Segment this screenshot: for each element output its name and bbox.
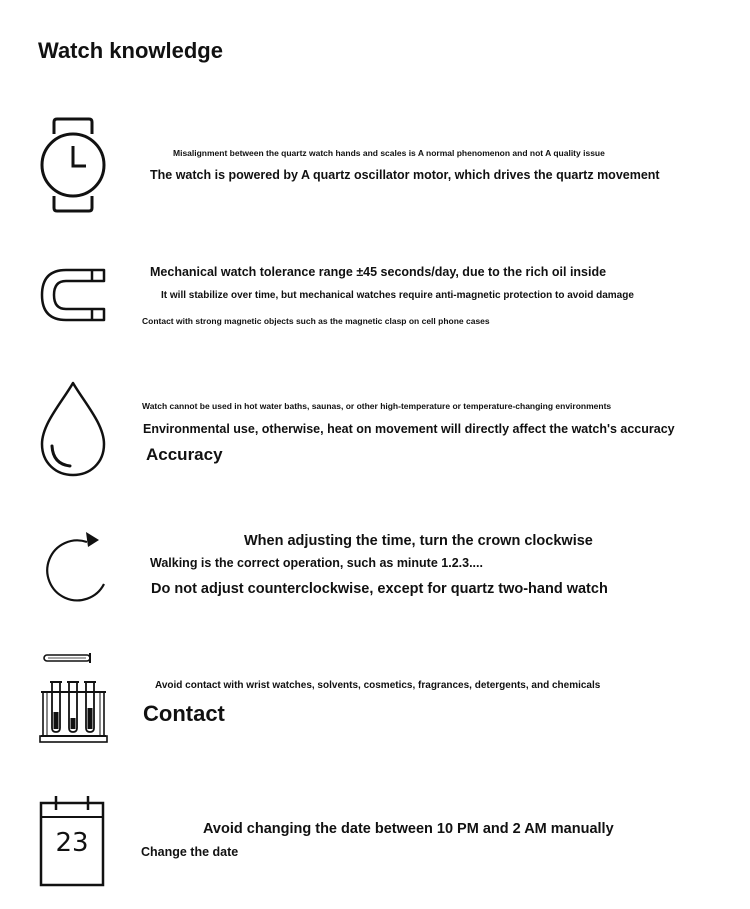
date-change-warning-text: Avoid changing the date between 10 PM and 2 AM manually [203,821,614,837]
hot-water-warning-text: Watch cannot be used in hot water baths, saunas, or other high-temperature or temperature-changing environments [142,401,612,411]
anti-magnetic-text: It will stabilize over time, but mechanical watches require anti-magnetic protection to avoid damage [161,290,634,301]
heat-effect-text: Environmental use, otherwise, heat on movement will directly affect the watch's accuracy [143,422,675,436]
magnet-icon [38,264,108,326]
calendar-icon [38,794,106,888]
avoid-chemicals-text: Avoid contact with wrist watches, solvents, cosmetics, fragrances, detergents, and chemicals [155,680,601,691]
watch-note-quartz-motor: The watch is powered by A quartz oscillator motor, which drives the quartz movement [150,168,660,182]
change-date-label: Change the date [141,845,239,859]
calendar-day-number: 23 [55,828,89,858]
watch-icon [38,116,108,214]
contact-label: Contact [143,701,225,726]
watch-note-misalignment: Misalignment between the quartz watch hands and scales is A normal phenomenon and not A quality issue [173,148,605,158]
accuracy-label: Accuracy [146,445,223,464]
magnetic-objects-text: Contact with strong magnetic objects such as the magnetic clasp on cell phone cases [142,316,490,326]
mechanical-tolerance-text: Mechanical watch tolerance range ±45 seconds/day, due to the rich oil inside [150,265,607,279]
water-drop-icon [38,380,110,480]
clockwise-arrow-icon [38,528,110,608]
page-title: Watch knowledge [38,38,223,63]
test-tubes-icon [38,650,110,746]
counterclockwise-warning-text: Do not adjust counterclockwise, except for quartz two-hand watch [151,581,608,597]
crown-clockwise-text: When adjusting the time, turn the crown clockwise [244,533,593,549]
correct-operation-text: Walking is the correct operation, such as minute 1.2.3.... [150,556,483,570]
